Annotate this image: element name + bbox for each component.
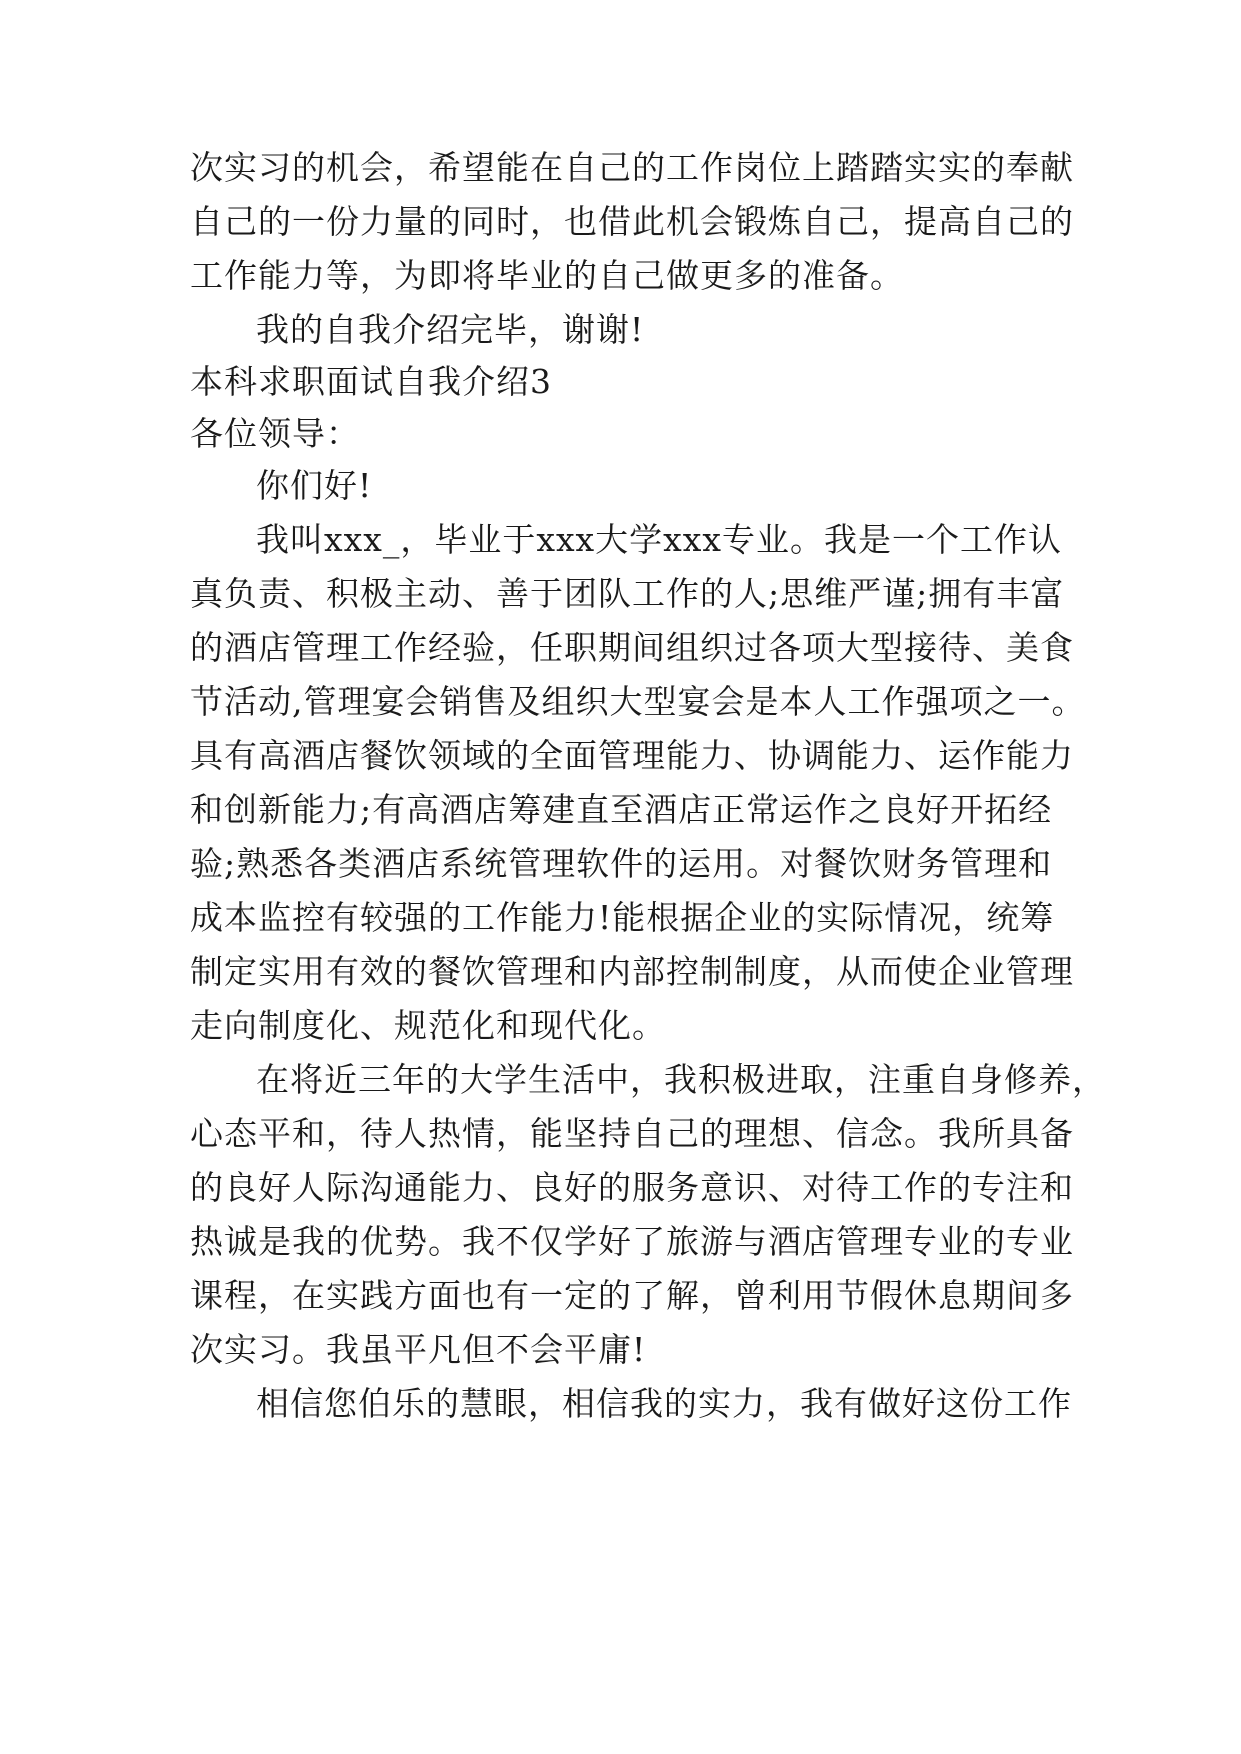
paragraph-line: 和创新能力;有高酒店筹建直至酒店正常运作之良好开拓经 (190, 790, 1053, 829)
paragraph-line: 成本监控有较强的工作能力!能根据企业的实际情况，统筹 (190, 898, 1055, 937)
paragraph-line: 自己的一份力量的同时，也借此机会锻炼自己，提高自己的 (190, 202, 1074, 241)
paragraph-line: 次实习的机会，希望能在自己的工作岗位上踏踏实实的奉献 (190, 148, 1074, 187)
paragraph-line: 制定实用有效的餐饮管理和内部控制制度，从而使企业管理 (190, 952, 1074, 991)
greeting: 你们好! (256, 466, 373, 505)
paragraph-line: 验;熟悉各类酒店系统管理软件的运用。对餐饮财务管理和 (190, 844, 1053, 883)
closing-line: 我的自我介绍完毕，谢谢! (256, 310, 645, 349)
paragraph-line: 工作能力等，为即将毕业的自己做更多的准备。 (190, 256, 904, 295)
paragraph-line: 真负责、积极主动、善于团队工作的人;思维严谨;拥有丰富 (190, 574, 1065, 613)
paragraph-line: 我叫xxx_，毕业于xxx大学xxx专业。我是一个工作认 (256, 520, 1062, 559)
section-heading: 本科求职面试自我介绍3 (190, 362, 552, 401)
paragraph-line: 具有高酒店餐饮领域的全面管理能力、协调能力、运作能力 (190, 736, 1074, 775)
paragraph-line: 节活动,管理宴会销售及组织大型宴会是本人工作强项之一。 (190, 682, 1086, 721)
paragraph-line: 相信您伯乐的慧眼，相信我的实力，我有做好这份工作 (256, 1384, 1072, 1423)
paragraph-line: 的良好人际沟通能力、良好的服务意识、对待工作的专注和 (190, 1168, 1074, 1207)
paragraph-line: 心态平和，待人热情，能坚持自己的理想、信念。我所具备 (190, 1114, 1074, 1153)
paragraph-line: 次实习。我虽平凡但不会平庸! (190, 1330, 647, 1369)
salutation: 各位领导： (190, 414, 360, 453)
paragraph-line: 的酒店管理工作经验，任职期间组织过各项大型接待、美食 (190, 628, 1074, 667)
paragraph-line: 走向制度化、规范化和现代化。 (190, 1006, 666, 1045)
paragraph-line: 热诚是我的优势。我不仅学好了旅游与酒店管理专业的专业 (190, 1222, 1074, 1261)
paragraph-line: 在将近三年的大学生活中，我积极进取，注重自身修养， (256, 1060, 1106, 1099)
paragraph-line: 课程，在实践方面也有一定的了解，曾利用节假休息期间多 (190, 1276, 1074, 1315)
